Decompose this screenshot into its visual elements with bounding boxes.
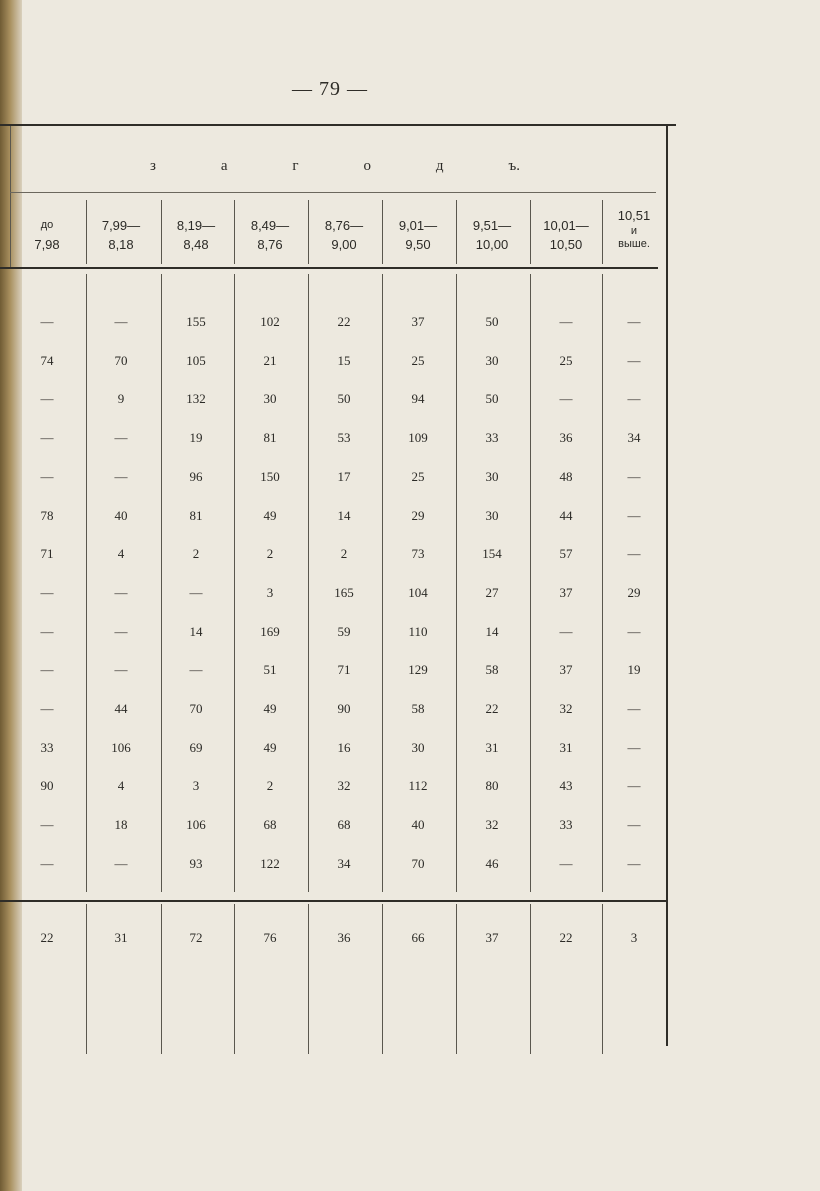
- table-cell: 122: [260, 856, 280, 871]
- table-top-rule: [0, 124, 676, 126]
- table-cell: 3: [192, 778, 200, 793]
- totals-rule: [0, 900, 668, 902]
- table-cell: 81: [189, 508, 203, 523]
- table-cell: 3: [266, 585, 274, 600]
- column-divider: [530, 904, 531, 1054]
- table-cell: —: [114, 430, 128, 445]
- table-cell: 110: [408, 624, 428, 639]
- table-cell: 96: [189, 469, 203, 484]
- banner-letter: о: [363, 158, 371, 174]
- table-cell: 17: [337, 469, 351, 484]
- table-cell: 30: [411, 740, 425, 755]
- table-cell: 49: [263, 508, 277, 523]
- table-cell: 25: [411, 469, 425, 484]
- table-cell: —: [40, 701, 54, 716]
- table-cell: 150: [260, 469, 280, 484]
- column-divider: [234, 274, 235, 892]
- column-divider: [308, 904, 309, 1054]
- table-cell: —: [559, 391, 573, 406]
- table-cell: —: [40, 314, 54, 329]
- column-header: 10,51 и выше.: [617, 208, 651, 250]
- column-divider: [602, 200, 603, 264]
- table-cell: 109: [408, 430, 428, 445]
- table-cell: 37: [559, 585, 573, 600]
- table-cell: 19: [189, 430, 203, 445]
- total-cell: 72: [189, 930, 203, 945]
- table-cell: 14: [337, 508, 351, 523]
- banner-letter: з: [150, 158, 156, 174]
- column-header: 8,19— 8,48: [176, 218, 216, 252]
- table-cell: 27: [485, 585, 499, 600]
- table-cell: 129: [408, 662, 428, 677]
- column-divider: [382, 274, 383, 892]
- table-cell: —: [627, 701, 641, 716]
- table-cell: 31: [559, 740, 573, 755]
- table-cell: 34: [627, 430, 641, 445]
- table-cell: 30: [485, 508, 499, 523]
- table-cell: 93: [189, 856, 203, 871]
- table-cell: 50: [337, 391, 351, 406]
- column-divider: [382, 200, 383, 264]
- table-cell: 4: [117, 778, 125, 793]
- table-cell: 70: [189, 701, 203, 716]
- table-cell: —: [627, 817, 641, 832]
- table-cell: 90: [40, 778, 54, 793]
- table-cell: —: [40, 391, 54, 406]
- table-cell: 25: [411, 353, 425, 368]
- table-cell: 44: [114, 701, 128, 716]
- table-cell: —: [627, 856, 641, 871]
- table-cell: 71: [40, 546, 54, 561]
- header-banner: [150, 158, 520, 175]
- data-table: [0, 124, 680, 1054]
- table-cell: —: [627, 391, 641, 406]
- banner-letter: д: [435, 158, 444, 174]
- banner-letter: а: [220, 158, 228, 174]
- table-cell: 32: [485, 817, 499, 832]
- table-cell: 53: [337, 430, 351, 445]
- table-cell: 37: [559, 662, 573, 677]
- table-cell: 46: [485, 856, 499, 871]
- table-cell: 106: [186, 817, 206, 832]
- table-cell: 70: [114, 353, 128, 368]
- table-cell: 21: [263, 353, 277, 368]
- table-cell: —: [114, 624, 128, 639]
- total-cell: 37: [485, 930, 499, 945]
- table-cell: 68: [337, 817, 351, 832]
- column-divider: [161, 274, 162, 892]
- column-divider: [530, 200, 531, 264]
- table-cell: 30: [263, 391, 277, 406]
- table-left-border: [10, 126, 11, 268]
- table-cell: 68: [263, 817, 277, 832]
- table-cell: —: [559, 856, 573, 871]
- table-cell: 71: [337, 662, 351, 677]
- table-cell: 48: [559, 469, 573, 484]
- table-cell: 33: [485, 430, 499, 445]
- total-cell: 36: [337, 930, 351, 945]
- header-bottom-rule: [0, 267, 658, 269]
- table-cell: 40: [411, 817, 425, 832]
- table-cell: 32: [337, 778, 351, 793]
- table-cell: —: [40, 585, 54, 600]
- table-cell: 2: [266, 546, 274, 561]
- table-cell: 22: [337, 314, 351, 329]
- table-cell: 4: [117, 546, 125, 561]
- table-cell: —: [114, 662, 128, 677]
- table-cell: 104: [408, 585, 428, 600]
- column-header: 8,49— 8,76: [250, 218, 290, 252]
- banner-letter: ъ.: [508, 158, 520, 174]
- table-cell: 22: [485, 701, 499, 716]
- banner-rule: [10, 192, 656, 193]
- table-cell: 105: [186, 353, 206, 368]
- table-cell: —: [40, 430, 54, 445]
- table-cell: 49: [263, 740, 277, 755]
- table-cell: 169: [260, 624, 280, 639]
- total-cell: 31: [114, 930, 128, 945]
- table-cell: 94: [411, 391, 425, 406]
- total-cell: 3: [630, 930, 638, 945]
- table-cell: —: [189, 585, 203, 600]
- table-cell: —: [627, 778, 641, 793]
- table-cell: 14: [485, 624, 499, 639]
- column-divider: [86, 904, 87, 1054]
- table-cell: 132: [186, 391, 206, 406]
- table-cell: —: [114, 314, 128, 329]
- table-cell: 44: [559, 508, 573, 523]
- table-cell: 59: [337, 624, 351, 639]
- table-cell: —: [627, 740, 641, 755]
- table-cell: —: [40, 469, 54, 484]
- table-cell: 31: [485, 740, 499, 755]
- table-cell: 155: [186, 314, 206, 329]
- table-cell: —: [627, 508, 641, 523]
- column-header: 9,51— 10,00: [472, 218, 512, 252]
- column-divider: [86, 200, 87, 264]
- table-cell: —: [40, 624, 54, 639]
- column-divider: [456, 274, 457, 892]
- table-cell: 58: [411, 701, 425, 716]
- table-cell: —: [40, 856, 54, 871]
- column-header: 10,01— 10,50: [543, 218, 589, 252]
- table-cell: 70: [411, 856, 425, 871]
- table-cell: 19: [627, 662, 641, 677]
- column-divider: [86, 274, 87, 892]
- table-cell: 18: [114, 817, 128, 832]
- table-cell: 90: [337, 701, 351, 716]
- column-divider: [308, 200, 309, 264]
- page-number: — 79 —: [292, 78, 368, 100]
- table-cell: —: [559, 314, 573, 329]
- table-cell: 40: [114, 508, 128, 523]
- table-cell: 2: [266, 778, 274, 793]
- table-cell: —: [40, 662, 54, 677]
- table-cell: 102: [260, 314, 280, 329]
- column-header: до 7,98: [34, 219, 60, 252]
- table-cell: 69: [189, 740, 203, 755]
- table-cell: 32: [559, 701, 573, 716]
- total-cell: 22: [40, 930, 54, 945]
- table-cell: —: [114, 856, 128, 871]
- table-cell: 29: [411, 508, 425, 523]
- table-cell: 81: [263, 430, 277, 445]
- table-cell: 34: [337, 856, 351, 871]
- table-cell: —: [627, 624, 641, 639]
- total-cell: 22: [559, 930, 573, 945]
- table-cell: —: [559, 624, 573, 639]
- table-cell: 74: [40, 353, 54, 368]
- table-cell: —: [627, 546, 641, 561]
- table-cell: 25: [559, 353, 573, 368]
- table-cell: 2: [192, 546, 200, 561]
- table-cell: 112: [408, 778, 428, 793]
- column-divider: [456, 200, 457, 264]
- column-divider: [161, 200, 162, 264]
- table-cell: 33: [40, 740, 54, 755]
- table-cell: 29: [627, 585, 641, 600]
- table-cell: 80: [485, 778, 499, 793]
- column-header: 9,01— 9,50: [398, 218, 438, 252]
- column-divider: [530, 274, 531, 892]
- table-cell: 50: [485, 314, 499, 329]
- table-cell: 37: [411, 314, 425, 329]
- banner-letter: г: [292, 158, 299, 174]
- table-cell: 2: [340, 546, 348, 561]
- total-cell: 76: [263, 930, 277, 945]
- column-divider: [234, 200, 235, 264]
- table-cell: —: [40, 817, 54, 832]
- table-cell: —: [627, 469, 641, 484]
- column-divider: [382, 904, 383, 1054]
- table-cell: 43: [559, 778, 573, 793]
- table-cell: 106: [111, 740, 131, 755]
- table-cell: 73: [411, 546, 425, 561]
- table-cell: 154: [482, 546, 502, 561]
- column-divider: [456, 904, 457, 1054]
- table-cell: 165: [334, 585, 354, 600]
- table-cell: 15: [337, 353, 351, 368]
- table-cell: —: [114, 469, 128, 484]
- table-cell: —: [627, 353, 641, 368]
- table-cell: 58: [485, 662, 499, 677]
- table-cell: —: [114, 585, 128, 600]
- table-cell: 30: [485, 469, 499, 484]
- table-cell: —: [627, 314, 641, 329]
- column-divider: [161, 904, 162, 1054]
- table-cell: 50: [485, 391, 499, 406]
- table-right-border: [666, 124, 668, 1046]
- column-divider: [308, 274, 309, 892]
- table-cell: 14: [189, 624, 203, 639]
- column-divider: [602, 904, 603, 1054]
- table-cell: 49: [263, 701, 277, 716]
- table-cell: 36: [559, 430, 573, 445]
- column-divider: [234, 904, 235, 1054]
- table-cell: 78: [40, 508, 54, 523]
- column-header: 8,76— 9,00: [324, 218, 364, 252]
- table-cell: 9: [117, 391, 125, 406]
- table-cell: 57: [559, 546, 573, 561]
- table-cell: —: [189, 662, 203, 677]
- table-cell: 16: [337, 740, 351, 755]
- table-cell: 51: [263, 662, 277, 677]
- table-cell: 33: [559, 817, 573, 832]
- column-header: 7,99— 8,18: [101, 218, 141, 252]
- table-cell: 30: [485, 353, 499, 368]
- total-cell: 66: [411, 930, 425, 945]
